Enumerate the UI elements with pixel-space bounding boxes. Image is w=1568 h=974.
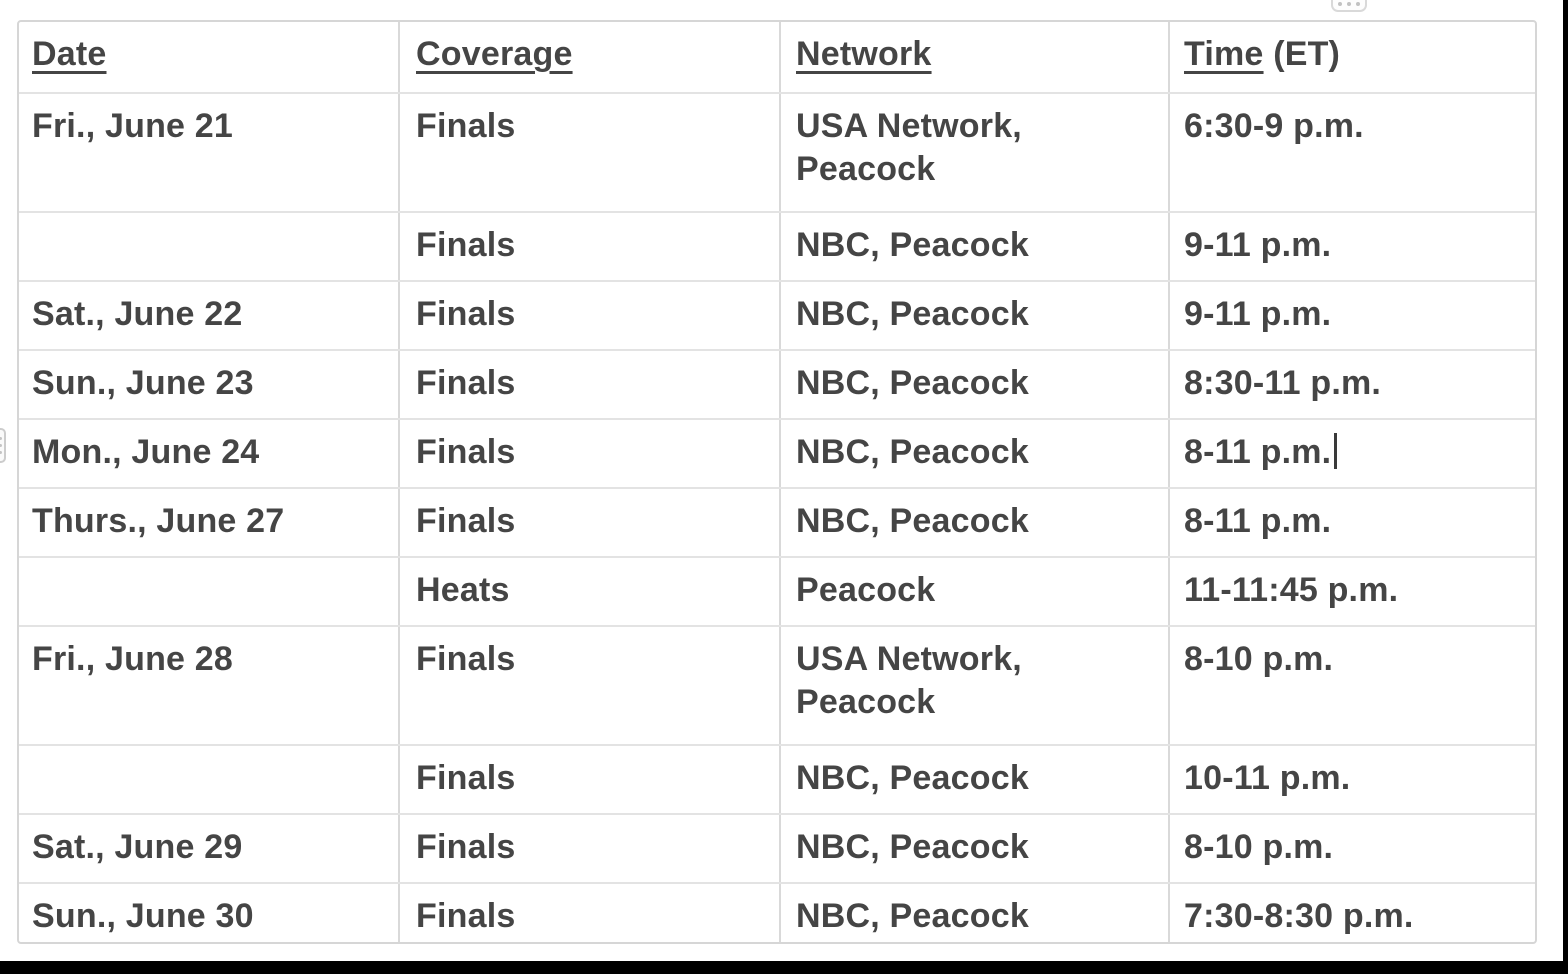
cell-text: Fri., June 28 xyxy=(32,640,234,678)
cell-network[interactable] xyxy=(780,281,1169,350)
cell-coverage[interactable] xyxy=(399,814,780,883)
cell-text: Finals xyxy=(416,226,516,264)
cell-network[interactable] xyxy=(780,745,1169,814)
table-row xyxy=(19,488,1535,557)
cell-network[interactable] xyxy=(780,419,1169,488)
cell-coverage[interactable] xyxy=(399,745,780,814)
cell-time[interactable] xyxy=(1169,281,1535,350)
cell-text: 8-10 p.m. xyxy=(1184,828,1334,866)
cell-time[interactable] xyxy=(1169,419,1535,488)
ellipsis-icon xyxy=(1347,2,1351,6)
cell-text: Fri., June 21 xyxy=(32,107,234,145)
cell-text: NBC, Peacock xyxy=(796,295,1029,333)
table-body xyxy=(19,93,1535,944)
cell-coverage[interactable] xyxy=(399,93,780,212)
cell-date[interactable] xyxy=(19,350,399,419)
cell-time[interactable] xyxy=(1169,883,1535,944)
table-row xyxy=(19,93,1535,212)
cell-network[interactable] xyxy=(780,93,1169,212)
cell-network[interactable] xyxy=(780,626,1169,745)
table-row xyxy=(19,557,1535,626)
cell-date[interactable] xyxy=(19,557,399,626)
cell-text: Mon., June 24 xyxy=(32,433,260,471)
column-header-coverage[interactable] xyxy=(399,22,780,93)
cell-text: Thurs., June 27 xyxy=(32,502,285,540)
cell-date[interactable] xyxy=(19,419,399,488)
cell-text: NBC, Peacock xyxy=(796,433,1029,471)
cell-text: Heats xyxy=(416,571,510,609)
cell-text: 8-11 p.m. xyxy=(1184,502,1332,540)
cell-text: Finals xyxy=(416,502,516,540)
drag-handle-icon xyxy=(0,437,2,440)
schedule-table-container xyxy=(17,20,1537,944)
cell-coverage[interactable] xyxy=(399,281,780,350)
cell-coverage[interactable] xyxy=(399,350,780,419)
cell-text: Finals xyxy=(416,295,516,333)
cell-date[interactable] xyxy=(19,281,399,350)
table-row xyxy=(19,419,1535,488)
cell-text: Peacock xyxy=(796,571,936,609)
cell-text: Finals xyxy=(416,640,516,678)
cell-text: NBC, Peacock xyxy=(796,502,1029,540)
cell-time[interactable] xyxy=(1169,93,1535,212)
column-header-date[interactable] xyxy=(19,22,399,93)
cell-text: Finals xyxy=(416,107,516,145)
cell-network[interactable] xyxy=(780,350,1169,419)
cell-date[interactable] xyxy=(19,745,399,814)
cell-coverage[interactable] xyxy=(399,488,780,557)
cell-network[interactable] xyxy=(780,212,1169,281)
column-header-label: Coverage xyxy=(416,35,573,73)
table-row xyxy=(19,745,1535,814)
cell-coverage[interactable] xyxy=(399,212,780,281)
cell-text: NBC, Peacock xyxy=(796,226,1029,264)
cell-time[interactable] xyxy=(1169,814,1535,883)
cell-time[interactable] xyxy=(1169,350,1535,419)
table-options-button[interactable] xyxy=(1331,0,1367,12)
cell-text: Sun., June 30 xyxy=(32,897,254,935)
table-row xyxy=(19,281,1535,350)
table-row xyxy=(19,350,1535,419)
right-black-bar xyxy=(1563,0,1568,974)
cell-text: 7:30-8:30 p.m. xyxy=(1184,897,1414,935)
cell-text: Finals xyxy=(416,759,516,797)
table-row xyxy=(19,626,1535,745)
cell-text: NBC, Peacock xyxy=(796,759,1029,797)
cell-text: 11-11:45 p.m. xyxy=(1184,571,1399,609)
cell-text: 9-11 p.m. xyxy=(1184,295,1332,333)
bottom-black-bar xyxy=(0,961,1568,974)
column-header-label: Date xyxy=(32,35,107,73)
cell-text: 10-11 p.m. xyxy=(1184,759,1351,797)
cell-time[interactable] xyxy=(1169,626,1535,745)
cell-text: 8-10 p.m. xyxy=(1184,640,1334,678)
drag-handle-icon xyxy=(0,451,2,454)
cell-date[interactable] xyxy=(19,488,399,557)
cell-date[interactable] xyxy=(19,626,399,745)
cell-date[interactable] xyxy=(19,814,399,883)
column-header-label: Network xyxy=(796,35,932,73)
column-header-network[interactable] xyxy=(780,22,1169,93)
cell-network[interactable] xyxy=(780,488,1169,557)
cell-text: Finals xyxy=(416,828,516,866)
ellipsis-icon xyxy=(1356,2,1360,6)
cell-text: Sat., June 29 xyxy=(32,828,243,866)
table-row xyxy=(19,814,1535,883)
cell-coverage[interactable] xyxy=(399,419,780,488)
cell-text: Sat., June 22 xyxy=(32,295,243,333)
cell-text: USA Network, Peacock xyxy=(796,640,1022,721)
cell-time[interactable] xyxy=(1169,557,1535,626)
cell-coverage[interactable] xyxy=(399,557,780,626)
cell-date[interactable] xyxy=(19,93,399,212)
column-header-suffix: (ET) xyxy=(1263,35,1341,73)
ellipsis-icon xyxy=(1338,2,1342,6)
header-row xyxy=(19,22,1535,93)
column-header-time[interactable] xyxy=(1169,22,1535,93)
cell-coverage[interactable] xyxy=(399,883,780,944)
text-cursor xyxy=(1334,433,1337,469)
cell-time[interactable] xyxy=(1169,212,1535,281)
cell-text: NBC, Peacock xyxy=(796,364,1029,402)
column-header-label: Time xyxy=(1184,35,1264,73)
cell-network[interactable] xyxy=(780,557,1169,626)
cell-date[interactable] xyxy=(19,212,399,281)
cell-date[interactable] xyxy=(19,883,399,944)
cell-network[interactable] xyxy=(780,883,1169,944)
schedule-table xyxy=(19,22,1535,944)
cell-text: 9-11 p.m. xyxy=(1184,226,1332,264)
cell-text: Sun., June 23 xyxy=(32,364,254,402)
drag-handle-icon xyxy=(0,444,2,447)
row-drag-handle[interactable] xyxy=(0,428,6,463)
cell-text: Finals xyxy=(416,433,516,471)
cell-text: NBC, Peacock xyxy=(796,897,1029,935)
cell-text: USA Network, Peacock xyxy=(796,107,1022,188)
table-row xyxy=(19,883,1535,944)
cell-text: 8-11 p.m. xyxy=(1184,433,1332,471)
cell-time[interactable] xyxy=(1169,488,1535,557)
cell-text: NBC, Peacock xyxy=(796,828,1029,866)
cell-coverage[interactable] xyxy=(399,626,780,745)
cell-text: Finals xyxy=(416,897,516,935)
cell-time[interactable] xyxy=(1169,745,1535,814)
cell-network[interactable] xyxy=(780,814,1169,883)
cell-text: Finals xyxy=(416,364,516,402)
cell-text: 8:30-11 p.m. xyxy=(1184,364,1382,402)
table-row xyxy=(19,212,1535,281)
cell-text: 6:30-9 p.m. xyxy=(1184,107,1364,145)
